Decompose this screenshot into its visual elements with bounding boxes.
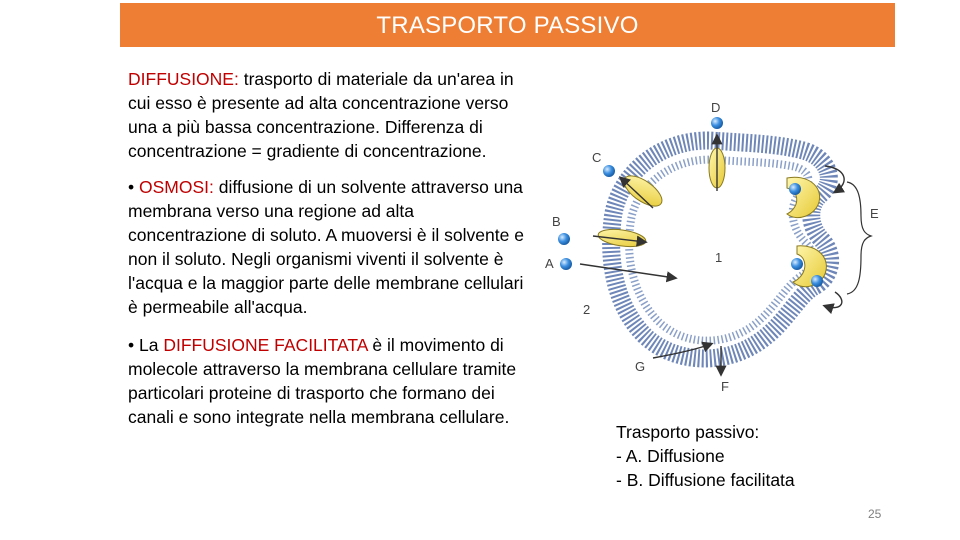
title-bar	[120, 3, 895, 47]
molecule-e2	[791, 258, 803, 270]
bullet-osmosi: •	[128, 177, 139, 197]
caption-line-3: - B. Diffusione facilitata	[616, 470, 795, 490]
molecule-c	[603, 165, 615, 177]
paragraph-diffusione	[128, 67, 528, 163]
text-osmosi: diffusione di un solvente attraverso una membrana verso una regione ad alta concentrazione di soluto. A muoversi è il solvente e non il soluto. Negli organismi viventi il solvente è l'acqua e la maggior parte delle membrane cellulari è permeabile all'acqua.	[128, 177, 524, 317]
label-c: C	[592, 150, 602, 165]
membrane-svg	[525, 96, 894, 401]
label-d: D	[711, 100, 721, 115]
label-a: A	[545, 256, 554, 271]
label-b: B	[552, 214, 561, 229]
label-e: E	[870, 206, 879, 221]
text-facilitata: è il movimento di molecole attraverso la membrana cellulare tramite particolari proteine di trasporto che formano dei canali e sono integrate nella membrana cellulare.	[128, 335, 517, 427]
molecule-d	[711, 117, 723, 129]
page-number: 25	[868, 507, 882, 521]
label-2: 2	[583, 302, 591, 317]
molecule-a	[560, 258, 572, 270]
membrane-diagram	[525, 96, 894, 401]
label-1: 1	[715, 250, 723, 265]
keyword-facilitata: DIFFUSIONE FACILITATA	[163, 335, 368, 355]
label-g: G	[635, 359, 646, 374]
molecule-e1	[789, 183, 801, 195]
keyword-osmosi: OSMOSI:	[139, 177, 214, 197]
paragraph-facilitata	[128, 333, 528, 429]
caption-line-1: Trasporto passivo:	[616, 422, 760, 442]
text-diffusione: trasporto di materiale da un'area in cui esso è presente ad alta concentrazione verso una a più bassa concentrazione. Differenza di concentrazione = gradiente di concentrazione.	[128, 69, 514, 161]
figure-caption	[616, 420, 795, 492]
slide-title: TRASPORTO PASSIVO	[376, 12, 639, 39]
keyword-diffusione: DIFFUSIONE:	[128, 69, 239, 89]
label-f: F	[721, 379, 729, 394]
caption-line-2: - A. Diffusione	[616, 446, 725, 466]
molecule-b	[558, 233, 570, 245]
text-column	[128, 67, 528, 429]
molecule-e3	[811, 275, 823, 287]
bullet-facilitata: • La	[128, 335, 164, 355]
paragraph-osmosi	[128, 175, 528, 319]
